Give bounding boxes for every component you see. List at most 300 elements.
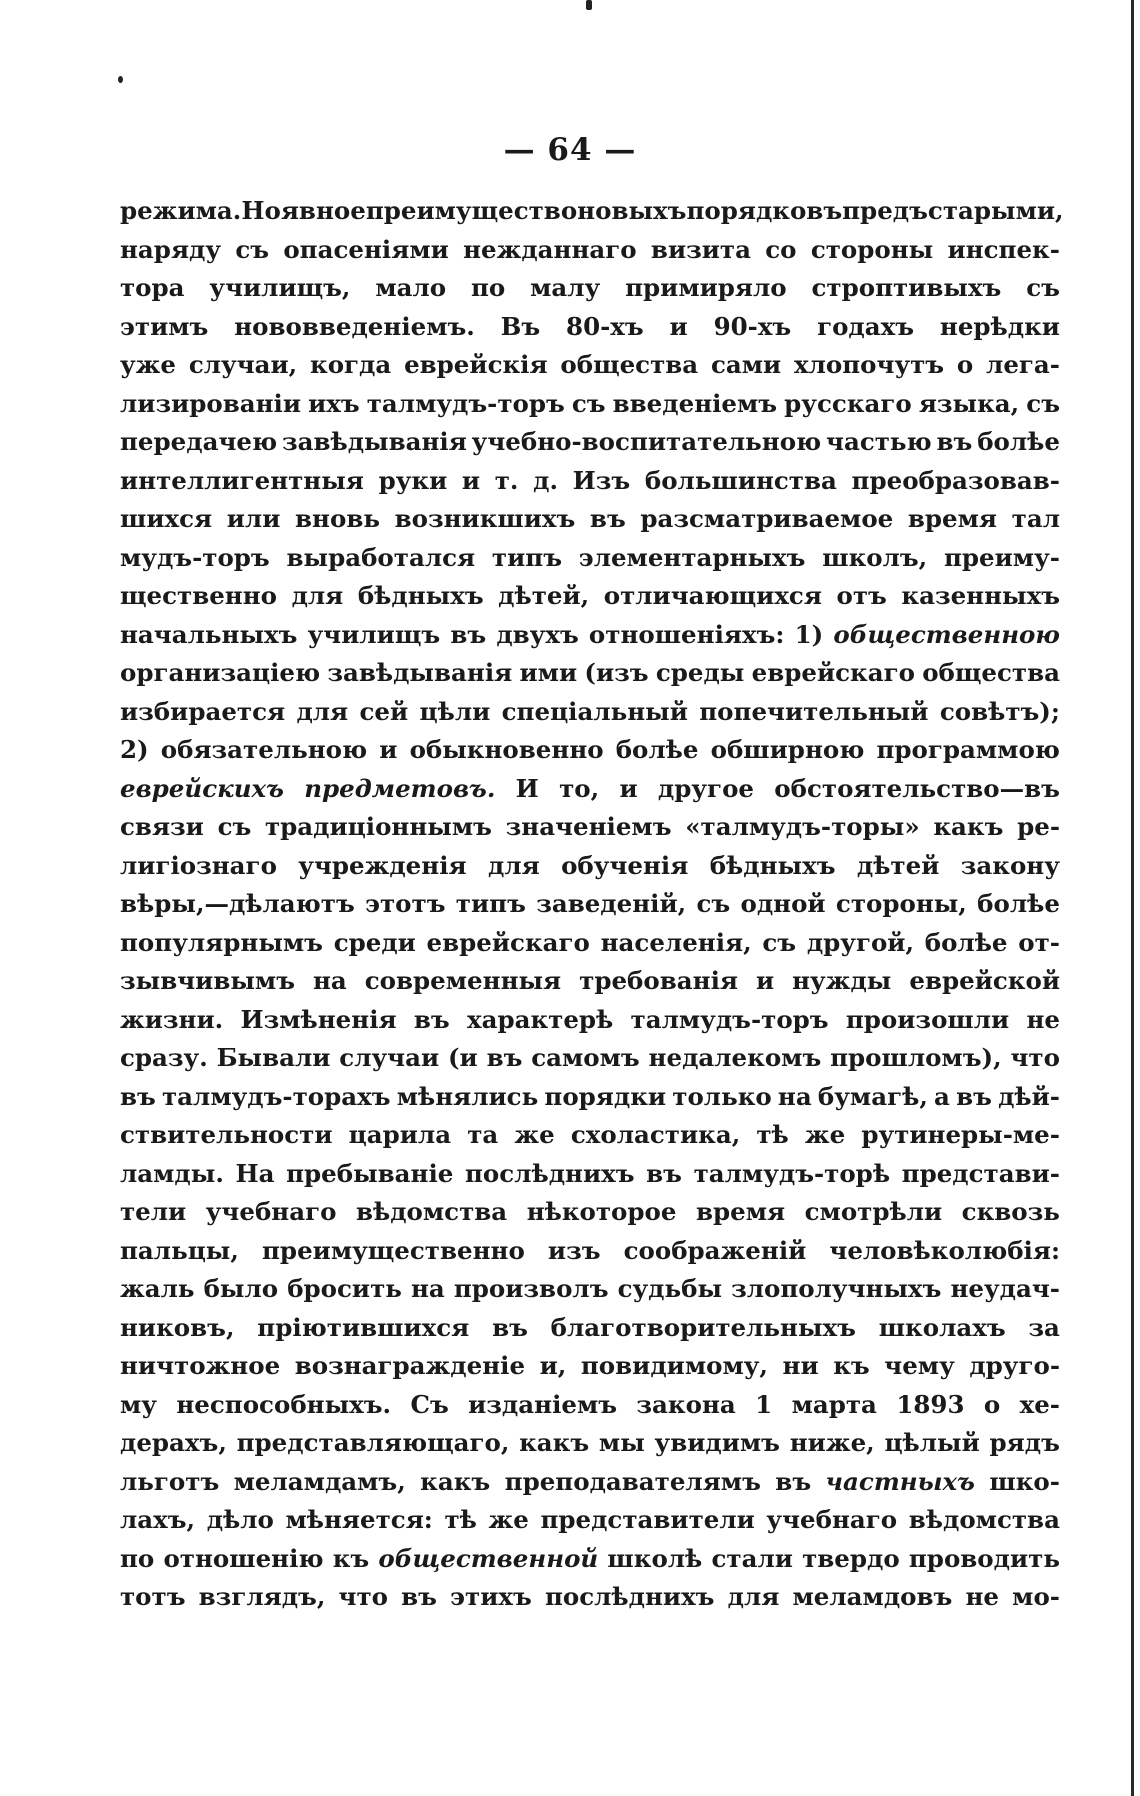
word: въ	[775, 1466, 812, 1496]
word: другое	[657, 773, 754, 803]
word: сами	[710, 350, 782, 379]
word: на	[312, 966, 347, 995]
word: мудъ-торъ	[120, 542, 270, 572]
word: тотъ	[120, 1582, 186, 1611]
page-edge-line	[1131, 0, 1134, 1796]
word: Изъ	[572, 465, 631, 495]
word: ими	[519, 658, 578, 687]
text-line	[120, 539, 1060, 578]
word: ниже,	[789, 1428, 875, 1457]
word: примиряло	[625, 273, 787, 302]
word: а	[934, 1081, 950, 1111]
text-line	[120, 693, 1060, 732]
word: вѣдомства	[355, 1197, 508, 1226]
word: инспек-	[947, 234, 1060, 264]
word: дѣло	[206, 1505, 274, 1534]
word: учрежденія	[298, 850, 467, 880]
word: дерахъ,	[120, 1428, 227, 1457]
word: и	[669, 311, 688, 341]
word: завѣдыванія	[281, 427, 467, 456]
word: смотрѣли	[804, 1197, 943, 1226]
word: съ	[235, 234, 270, 264]
word: рядъ	[989, 1428, 1060, 1457]
word: время	[695, 1197, 786, 1226]
word: человѣколюбія:	[829, 1235, 1060, 1265]
text-line	[120, 231, 1060, 270]
word: традиціоннымъ	[264, 812, 492, 841]
word: нѣкоторое	[526, 1197, 677, 1226]
text-line	[120, 1309, 1060, 1348]
word: лигіознаго	[120, 850, 277, 880]
word: бумагѣ,	[817, 1081, 928, 1111]
word: случаи	[339, 1043, 440, 1072]
word: еврейскаго	[426, 927, 590, 957]
word: повидимому,	[580, 1351, 768, 1380]
word: стороны	[810, 234, 934, 264]
word: этихъ	[450, 1582, 532, 1611]
word: училищъ	[307, 619, 441, 649]
word: му	[120, 1389, 157, 1419]
word: преимущественно	[262, 1235, 525, 1265]
word: пребываніе	[286, 1158, 454, 1188]
word: нужды	[792, 966, 892, 995]
word: проводить	[908, 1543, 1060, 1573]
word: популярнымъ	[120, 927, 323, 957]
text-line	[120, 1078, 1060, 1117]
word: передачею	[120, 427, 278, 456]
word: случаи,	[188, 350, 298, 379]
word: наряду	[120, 234, 222, 264]
word: населенія,	[600, 927, 752, 957]
word: въ	[413, 1004, 450, 1034]
word: заведеній,	[536, 889, 687, 918]
word: какъ	[933, 812, 1004, 841]
word: нежданнаго	[463, 234, 637, 264]
word: самомъ	[531, 1043, 640, 1072]
word: представители	[540, 1505, 755, 1534]
word: талмудъ-торѣ	[693, 1158, 891, 1188]
word: попечительный	[699, 696, 929, 726]
italic-word: общественною	[833, 619, 1060, 649]
word: съ	[1026, 388, 1060, 418]
word: 1	[755, 1389, 773, 1419]
word: обученія	[561, 850, 689, 880]
text-line	[120, 962, 1060, 1001]
word: изданіемъ	[468, 1389, 618, 1419]
word: режима.	[120, 196, 242, 225]
text-line	[120, 1116, 1060, 1155]
word: сквозь	[961, 1197, 1060, 1226]
text-line	[120, 269, 1060, 308]
word: программою	[876, 735, 1060, 764]
word: жаль	[120, 1274, 195, 1303]
word: и	[619, 773, 638, 803]
word: организаціею	[120, 658, 321, 687]
word: от-	[1018, 927, 1060, 957]
word: тели	[120, 1197, 187, 1226]
word: цѣли	[419, 696, 491, 726]
word: (изъ	[584, 658, 649, 687]
word: чему	[884, 1351, 955, 1380]
word: жизни.	[120, 1004, 224, 1034]
word: мало	[375, 273, 447, 302]
word: по	[120, 1543, 155, 1573]
word: друго-	[969, 1351, 1060, 1380]
word: съ	[1026, 273, 1060, 302]
word: сразу.	[120, 1043, 208, 1072]
word: ламды.	[120, 1158, 224, 1188]
word: ничтожное	[120, 1351, 281, 1380]
word: ни	[782, 1351, 819, 1380]
word: еврейской	[909, 966, 1060, 995]
word: съ	[217, 812, 252, 841]
word: мѣняется:	[285, 1505, 433, 1534]
text-line	[120, 1039, 1060, 1078]
word: русскаго	[784, 388, 912, 418]
italic-word: частныхъ	[825, 1466, 975, 1496]
word: съ	[571, 388, 606, 418]
text-line	[120, 1540, 1060, 1579]
word: современныя	[364, 966, 562, 995]
word: шихся	[120, 504, 213, 533]
word: и	[461, 465, 481, 495]
word: неудач-	[950, 1274, 1060, 1303]
text-line	[120, 346, 1060, 385]
text-line	[120, 731, 1060, 770]
word: уже	[120, 350, 177, 379]
text-line	[120, 423, 1060, 462]
word: этимъ	[120, 311, 209, 341]
text-line	[120, 770, 1060, 809]
word: «талмудъ-торы»	[685, 812, 920, 841]
word: бѣдныхъ	[709, 850, 836, 880]
word: Съ	[410, 1389, 449, 1419]
word: какъ	[519, 1428, 590, 1457]
word: по	[470, 273, 506, 302]
word: элементарныхъ	[578, 542, 806, 572]
text-line	[120, 1155, 1060, 1194]
word: значеніемъ	[505, 812, 672, 841]
word: послѣднихъ	[465, 1158, 635, 1188]
word: Но	[241, 196, 281, 225]
word: болѣе	[977, 427, 1060, 456]
word: другой,	[806, 927, 915, 957]
word: преиму-	[943, 542, 1060, 572]
ink-speck	[586, 0, 592, 10]
word: опасеніями	[283, 234, 449, 264]
word: 90-хъ	[713, 311, 792, 341]
word: въ	[450, 619, 487, 649]
word: о	[983, 1389, 1001, 1419]
word: въ	[646, 1158, 682, 1188]
word: преимущество	[365, 196, 578, 225]
word: 2)	[120, 735, 149, 764]
word: въ	[956, 1081, 992, 1111]
word: сей	[359, 696, 409, 726]
word: порядковъ	[686, 196, 843, 225]
word: схоластика,	[570, 1120, 741, 1149]
body-text	[120, 192, 1064, 1617]
word: большинства	[644, 465, 837, 495]
word: къ	[833, 1351, 870, 1380]
word: талмудъ-торъ	[630, 1004, 829, 1034]
word: закону	[960, 850, 1060, 880]
text-line	[120, 1232, 1060, 1271]
text-line	[120, 654, 1060, 693]
word: пріютившихся	[257, 1312, 470, 1342]
italic-word: предметовъ.	[304, 773, 496, 803]
word: тѣ	[444, 1505, 477, 1534]
word: злополучныхъ	[731, 1274, 942, 1303]
word: представи-	[901, 1158, 1060, 1188]
word: зывчивымъ	[120, 966, 295, 995]
word: прошломъ),	[830, 1043, 1002, 1072]
text-line	[120, 885, 1060, 924]
word: и,	[539, 1351, 567, 1380]
word: начальныхъ	[120, 619, 298, 649]
word: хлопочутъ	[794, 350, 945, 379]
word: старыми,	[927, 196, 1064, 225]
word: связи	[120, 812, 204, 841]
word: отъ	[836, 581, 887, 610]
word: шко-	[989, 1466, 1060, 1496]
text-line	[120, 462, 1060, 501]
word: еврейскаго	[751, 658, 915, 687]
word: строптивыхъ	[811, 273, 1002, 302]
word: закона	[636, 1389, 736, 1419]
italic-word: еврейскихъ	[120, 773, 284, 803]
word: обязательною	[160, 735, 368, 764]
word: частью	[826, 427, 932, 456]
word: время	[907, 504, 998, 533]
word: для	[296, 696, 349, 726]
word: преподавателямъ	[504, 1466, 761, 1496]
word: же	[488, 1505, 529, 1534]
word: въ	[936, 427, 973, 456]
word: предъ	[842, 196, 928, 225]
word: же	[804, 1120, 846, 1149]
word: и	[755, 966, 775, 995]
word: т.	[494, 465, 519, 495]
word: И	[515, 773, 539, 803]
word: учебнаго	[766, 1505, 898, 1534]
word: ихъ	[308, 388, 360, 418]
text-line	[120, 616, 1060, 655]
text-line	[120, 308, 1060, 347]
word: мо-	[1012, 1582, 1060, 1611]
word: для	[727, 1582, 780, 1611]
word: совѣтъ);	[939, 696, 1060, 726]
word: явное	[280, 196, 366, 225]
word: то,	[559, 773, 600, 803]
word: талмудъ-торъ	[366, 388, 565, 418]
word: о	[956, 350, 974, 379]
word: визита	[650, 234, 751, 264]
word: никовъ,	[120, 1312, 235, 1342]
word: учебнаго	[205, 1197, 337, 1226]
word: бѣдныхъ	[357, 581, 484, 610]
word: та	[467, 1120, 499, 1149]
word: общества	[560, 350, 699, 379]
word: отношеніяхъ:	[588, 619, 785, 649]
word: годахъ	[817, 311, 915, 341]
word: царила	[348, 1120, 452, 1149]
text-line	[120, 808, 1060, 847]
word: школѣ	[607, 1543, 703, 1573]
text-line	[120, 1193, 1060, 1232]
word: неспособныхъ.	[176, 1389, 392, 1419]
text-line	[120, 500, 1060, 539]
text-line	[120, 1501, 1060, 1540]
word: къ	[332, 1543, 370, 1573]
word: послѣднихъ	[544, 1582, 715, 1611]
word: вѣдомства	[908, 1505, 1060, 1534]
word: руки	[378, 465, 448, 495]
word: обстоятельство—въ	[774, 773, 1060, 803]
word: На	[235, 1158, 275, 1188]
ink-speck	[118, 76, 123, 83]
word: что	[338, 1582, 388, 1611]
word: въ	[120, 1081, 156, 1111]
word: когда	[310, 350, 392, 379]
word: съ	[762, 927, 797, 957]
word: соображеній	[623, 1235, 807, 1265]
text-line	[120, 385, 1060, 424]
word: изъ	[547, 1235, 601, 1265]
word: недалекомъ	[648, 1043, 822, 1072]
word: бросить	[287, 1274, 402, 1303]
text-line	[120, 1578, 1060, 1617]
word: обширною	[710, 735, 865, 764]
word: 1)	[794, 619, 824, 649]
word: спеціальный	[501, 696, 688, 726]
word: на	[410, 1274, 445, 1303]
word: порядки	[544, 1081, 667, 1111]
word: лега-	[986, 350, 1060, 379]
word: рутинеры-ме-	[861, 1120, 1060, 1149]
word: этотъ	[365, 889, 446, 918]
page-number: — 64 —	[503, 132, 637, 168]
word: (и	[447, 1043, 478, 1072]
word: вновь	[295, 504, 380, 533]
text-line	[120, 1424, 1060, 1463]
word: тал	[1011, 504, 1060, 533]
word: выработался	[286, 542, 476, 572]
word: меламдамъ,	[233, 1466, 406, 1496]
word: твердо	[802, 1543, 900, 1573]
word: на	[777, 1081, 812, 1111]
word: среди	[333, 927, 416, 957]
word: д.	[533, 465, 558, 495]
text-line	[120, 1386, 1060, 1425]
word: марта	[791, 1389, 877, 1419]
word: Въ	[500, 311, 541, 341]
word: казенныхъ	[901, 581, 1060, 610]
word: завѣдыванія	[327, 658, 513, 687]
word: щественно	[120, 581, 278, 610]
word: въ	[589, 504, 626, 533]
word: увидимъ	[654, 1428, 780, 1457]
word: только	[672, 1081, 772, 1111]
word: или	[226, 504, 281, 533]
word: типъ	[455, 889, 526, 918]
word: судьбы	[617, 1274, 723, 1303]
word: не	[1026, 1004, 1060, 1034]
word: въ	[486, 1043, 523, 1072]
italic-word: общественной	[378, 1543, 599, 1573]
word: взглядъ,	[198, 1582, 326, 1611]
word: лизированіи	[120, 388, 302, 418]
word: дѣтей,	[498, 581, 590, 610]
text-line	[120, 1463, 1060, 1502]
text-line	[120, 192, 1064, 231]
word: разсматриваемое	[640, 504, 894, 533]
word: болѣе	[977, 889, 1060, 918]
word: возникшихъ	[394, 504, 576, 533]
word: въ	[492, 1312, 528, 1342]
word: дѣй-	[998, 1081, 1060, 1111]
word: произошли	[845, 1004, 1010, 1034]
word: Бывали	[216, 1043, 331, 1072]
word: Измѣненія	[240, 1004, 397, 1034]
word: школахъ	[878, 1312, 1006, 1342]
word: для	[488, 850, 540, 880]
word: школъ,	[822, 542, 928, 572]
word: же	[514, 1120, 555, 1149]
word: и	[379, 735, 398, 764]
word: общества	[922, 658, 1060, 687]
word: языка,	[918, 388, 1020, 418]
word: болѣе	[615, 735, 699, 764]
word: что	[1010, 1043, 1060, 1072]
word: учебно-воспитательною	[471, 427, 822, 456]
word: меламдовъ	[792, 1582, 953, 1611]
word: одной	[740, 889, 826, 918]
text-line	[120, 577, 1060, 616]
word: нововведеніемъ.	[234, 311, 475, 341]
word: среды	[655, 658, 745, 687]
word: благотворительныхъ	[550, 1312, 856, 1342]
word: стали	[711, 1543, 793, 1573]
text-line	[120, 924, 1060, 963]
word: тора	[120, 273, 185, 302]
text-line	[120, 1270, 1060, 1309]
word: въ	[401, 1582, 437, 1611]
word: за	[1028, 1312, 1060, 1342]
word: училищъ,	[209, 273, 351, 302]
word: представляющаго,	[236, 1428, 510, 1457]
word: со	[765, 234, 797, 264]
word: типъ	[491, 542, 562, 572]
word: болѣе	[924, 927, 1008, 957]
word: нерѣдки	[939, 311, 1060, 341]
word: произволъ	[453, 1274, 609, 1303]
word: введеніемъ	[612, 388, 778, 418]
word: лахъ,	[120, 1505, 196, 1534]
word: ре-	[1017, 812, 1060, 841]
word: мѣнялись	[396, 1081, 539, 1111]
word: не	[965, 1582, 999, 1611]
word: тѣ	[756, 1120, 789, 1149]
word: интеллигентныя	[120, 465, 364, 495]
word: съ	[696, 889, 731, 918]
word: избирается	[120, 696, 286, 726]
word: 80-хъ	[566, 311, 644, 341]
word: мы	[598, 1428, 645, 1457]
text-line	[120, 1347, 1060, 1386]
word: еврейскія	[404, 350, 548, 379]
word: цѣлый	[884, 1428, 980, 1457]
